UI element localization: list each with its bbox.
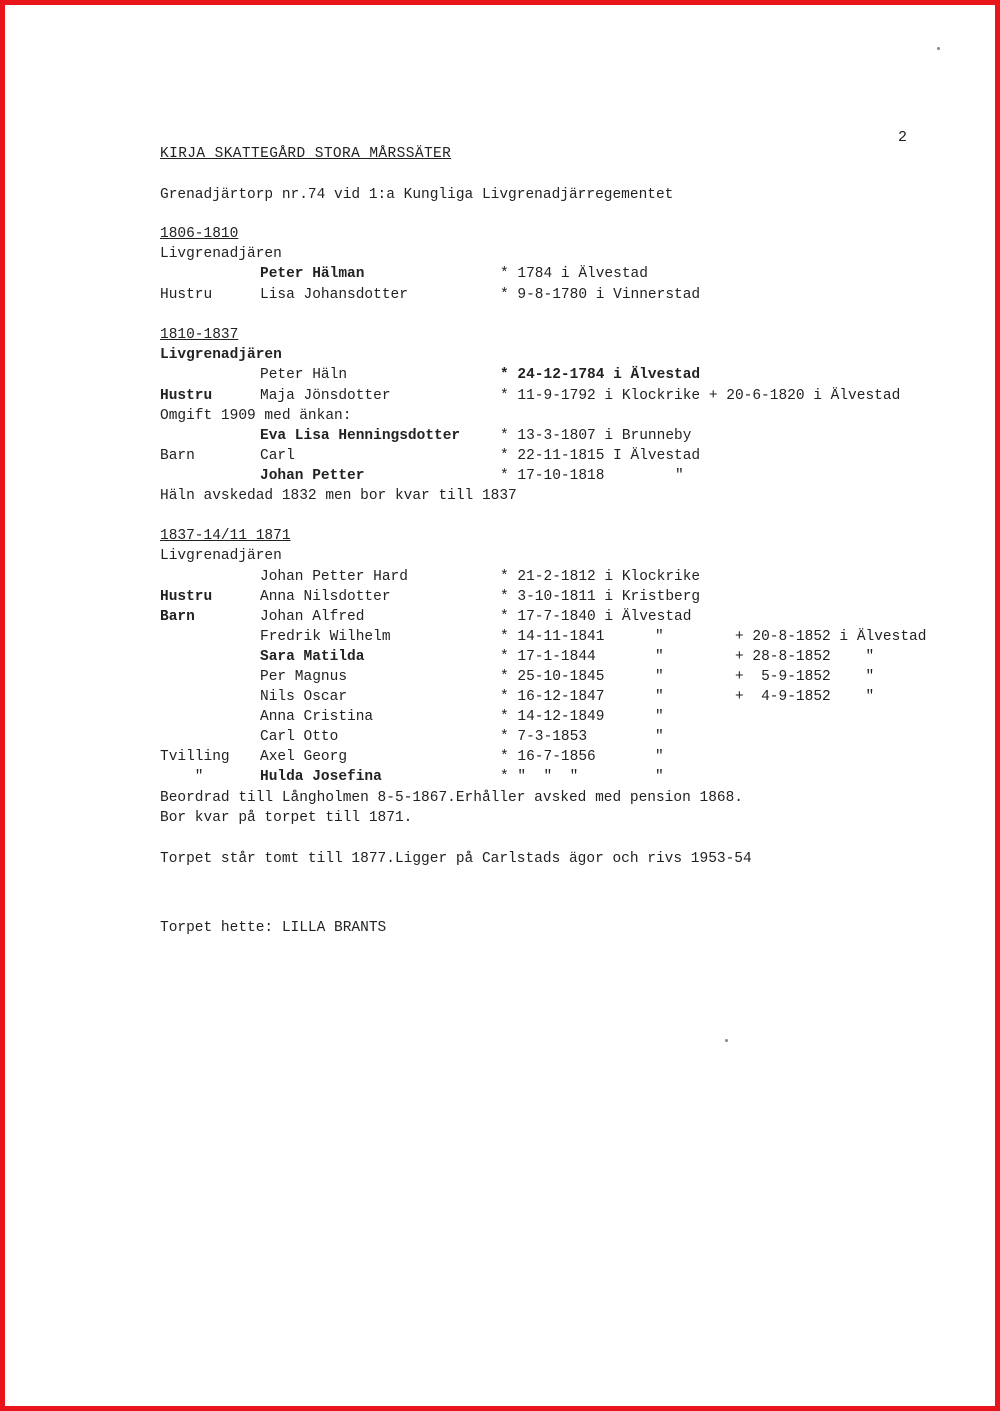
person-row: Hustru Maja Jönsdotter * 11-9-1792 i Klockrike + 20-6-1820 i Älvestad (160, 388, 901, 404)
closing-note: Torpet står tomt till 1877.Ligger på Carlstads ägor och rivs 1953-54 (160, 851, 752, 867)
person-row: Peter Hälman * 1784 i Älvestad (260, 266, 648, 282)
period-1810-1837: 1810-1837 (160, 327, 239, 343)
torp-name: Torpet hette: LILLA BRANTS (160, 920, 387, 936)
person-row: Johan Petter * 17-10-1818 " (260, 468, 684, 484)
period-1837-1871: 1837-14/11 1871 (160, 528, 291, 544)
section-note: Beordrad till Långholmen 8-5-1867.Erhåller avsked med pension 1868. (160, 790, 743, 806)
section-title: Livgrenadjären (160, 548, 282, 564)
person-row: Tvilling Axel Georg * 16-7-1856 " (160, 749, 664, 765)
person-row: Fredrik Wilhelm * 14-11-1841 " + 20-8-1852 i Älvestad (260, 629, 927, 645)
person-row: Sara Matilda * 17-1-1844 " + 28-8-1852 " (260, 649, 875, 665)
document-heading: KIRJA SKATTEGÅRD STORA MÅRSSÄTER (160, 146, 452, 162)
person-row: Barn Johan Alfred * 17-7-1840 i Älvestad (160, 609, 692, 625)
person-row: Hustru Lisa Johansdotter * 9-8-1780 i Vinnerstad (160, 287, 701, 303)
person-row: Nils Oscar * 16-12-1847 " + 4-9-1852 " (260, 689, 875, 705)
scan-speck (725, 1039, 728, 1042)
document-subtitle: Grenadjärtorp nr.74 vid 1:a Kungliga Livgrenadjärregementet (160, 187, 674, 203)
person-row: Carl Otto * 7-3-1853 " (260, 729, 664, 745)
person-row: Eva Lisa Henningsdotter * 13-3-1807 i Brunneby (260, 428, 692, 444)
section-title: Livgrenadjären (160, 347, 282, 363)
section-note: Häln avskedad 1832 men bor kvar till 1837 (160, 488, 517, 504)
person-row: Johan Petter Hard * 21-2-1812 i Klockrike (260, 569, 701, 585)
period-1806-1810: 1806-1810 (160, 226, 239, 242)
person-row: Peter Häln * 24-12-1784 i Älvestad (260, 367, 701, 383)
person-row: Hustru Anna Nilsdotter * 3-10-1811 i Kristberg (160, 589, 701, 605)
scan-speck (937, 47, 940, 50)
person-row: " Hulda Josefina * " " " " (160, 769, 664, 785)
section-note: Bor kvar på torpet till 1871. (160, 810, 413, 826)
person-row: Per Magnus * 25-10-1845 " + 5-9-1852 " (260, 669, 875, 685)
section-title: Livgrenadjären (160, 246, 282, 262)
page-number: 2 (898, 129, 908, 146)
person-row: Barn Carl * 22-11-1815 I Älvestad (160, 448, 701, 464)
person-row: Anna Cristina * 14-12-1849 " (260, 709, 664, 725)
person-row: Omgift 1909 med änkan: (160, 408, 352, 424)
